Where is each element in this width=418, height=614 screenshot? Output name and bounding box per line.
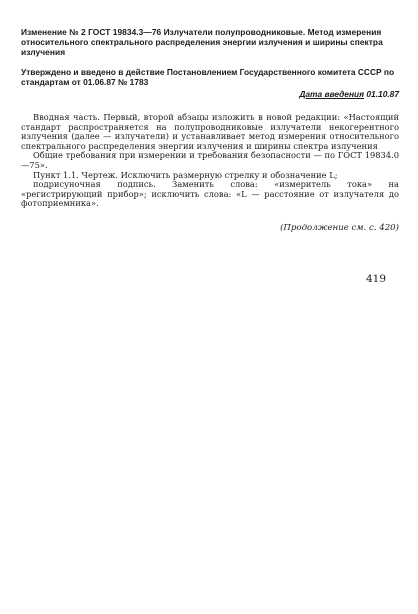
- amendment-body: [21, 113, 399, 209]
- body-paragraph: подрисуночная подпись. Заменить слова: «измеритель тока» на «регистрирующий прибор»; исключить слова: «L — расстояние от излучателя до фотоприемника».: [21, 179, 399, 209]
- introduction-date-label: Дата введения: [299, 89, 365, 100]
- document-page: [21, 27, 399, 233]
- body-paragraph: Вводная часть. Первый, второй абзацы изложить в новой редакции: «Настоящий стандарт распространяется на полупроводниковые излучатели некогерентного излучения (далее — излучатели) и устанавливает метод измерения относительного спектрального распределения энергии излучения и ширины спектра излучения: [21, 112, 399, 151]
- introduction-date-value: 01.10.87: [366, 89, 399, 100]
- approval-statement: Утверждено и введено в действие Постановлением Государственного комитета СССР по стандартам от 01.06.87 № 1783: [21, 66, 395, 87]
- body-paragraph: Общие требования при измерении и требования безопасности — по ГОСТ 19834.0—75».: [21, 150, 399, 170]
- introduction-date: [21, 89, 399, 99]
- body-paragraph: Пункт 1.1. Чертеж. Исключить размерную стрелку и обозначение L;: [33, 169, 338, 180]
- amendment-header: Изменение № 2 ГОСТ 19834.3—76 Излучатели полупроводниковые. Метод измерения относительного спектрального распределения энергии излучения и ширины спектра излучения: [21, 27, 383, 58]
- continuation-note: (Продолжение см. с. 420): [280, 222, 399, 233]
- page-number: 419: [366, 273, 387, 285]
